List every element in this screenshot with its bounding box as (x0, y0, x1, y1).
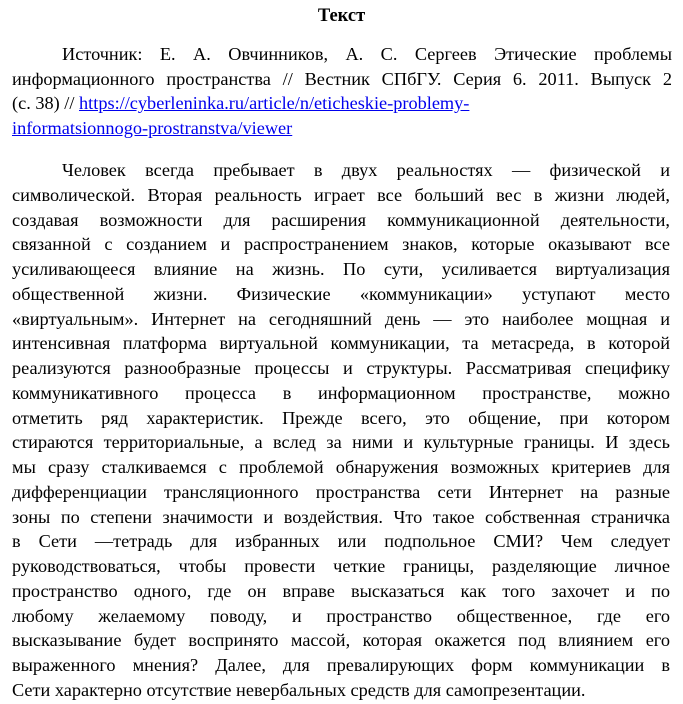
body-line: стираются территориальные, а вслед за ними и культурные границы. И здесь (12, 432, 670, 453)
body-line: интенсивная платформа виртуальной коммуникации, та метасреда, в которой (12, 333, 670, 354)
body-paragraph (12, 158, 670, 703)
body-line: символической. Вторая реальность играет все больший вес в жизни людей, (12, 184, 670, 205)
body-line: отметить ряд характеристик. Прежде всего, это общение, при котором (12, 407, 670, 428)
body-line: руководствоваться, чтобы провести четкие границы, разделяющие личное (12, 556, 670, 576)
body-line: зоны по степени значимости и воздействия. Что такое собственная страничка (12, 506, 670, 527)
source-link[interactable]: https://cyberleninka.ru/article/n/eticheskie-problemy- (79, 93, 470, 114)
source-line (12, 116, 672, 141)
body-line: в Сети —тетрадь для избранных или подпольное СМИ? Чем следует (12, 531, 670, 552)
body-line: высказывание будет воспринято массой, которая окажется под влиянием его (12, 630, 670, 651)
source-line: Источник: Е. А. Овчинников, А. С. Сергеев Этические проблемы (62, 44, 672, 64)
page-title: Текст (317, 6, 366, 26)
body-line: Человек всегда пребывает в двух реальностях — физической и (62, 160, 670, 180)
body-line: Сети характерно отсутствие невербальных средств для самопрезентации. (12, 679, 586, 700)
source-page-prefix: (с. 38) // (12, 93, 80, 114)
body-line: создавая возможности для расширения коммуникационной деятельности, (12, 209, 670, 230)
source-line: информационного пространства // Вестник СПбГУ. Серия 6. 2011. Выпуск 2 (12, 68, 672, 89)
body-line: общественной жизни. Физические «коммуникации» уступают место (12, 283, 670, 304)
source-link-continued[interactable]: informatsionnogo-prostranstva/viewer (12, 117, 293, 138)
body-line: пространство одного, где он вправе высказаться как того захочет и по (12, 580, 670, 601)
body-line: коммуникативного процесса в информационном пространстве, можно (12, 382, 670, 403)
body-line: выраженного мнения? Далее, для превалирующих форм коммуникации в (12, 655, 670, 675)
body-line: связанной с созданием и распространением знаков, которые оказывают все (12, 234, 670, 255)
body-line: мы сразу сталкиваемся с проблемой обнаружения возможных критериев для (12, 457, 670, 477)
source-line (12, 91, 672, 116)
body-line: любому желаемому поводу, и пространство общественное, где его (12, 605, 670, 626)
body-line: усиливающееся влияние на жизнь. По сути, усиливается виртуализация (12, 259, 670, 279)
body-line: «виртуальным». Интернет на сегодняшний день — это наиболее мощная и (12, 308, 670, 329)
body-line: дифференциации трансляционного пространства сети Интернет на разные (12, 481, 670, 502)
body-line: реализуются разнообразные процессы и структуры. Рассматривая специфику (12, 358, 670, 378)
source-citation (12, 42, 672, 140)
